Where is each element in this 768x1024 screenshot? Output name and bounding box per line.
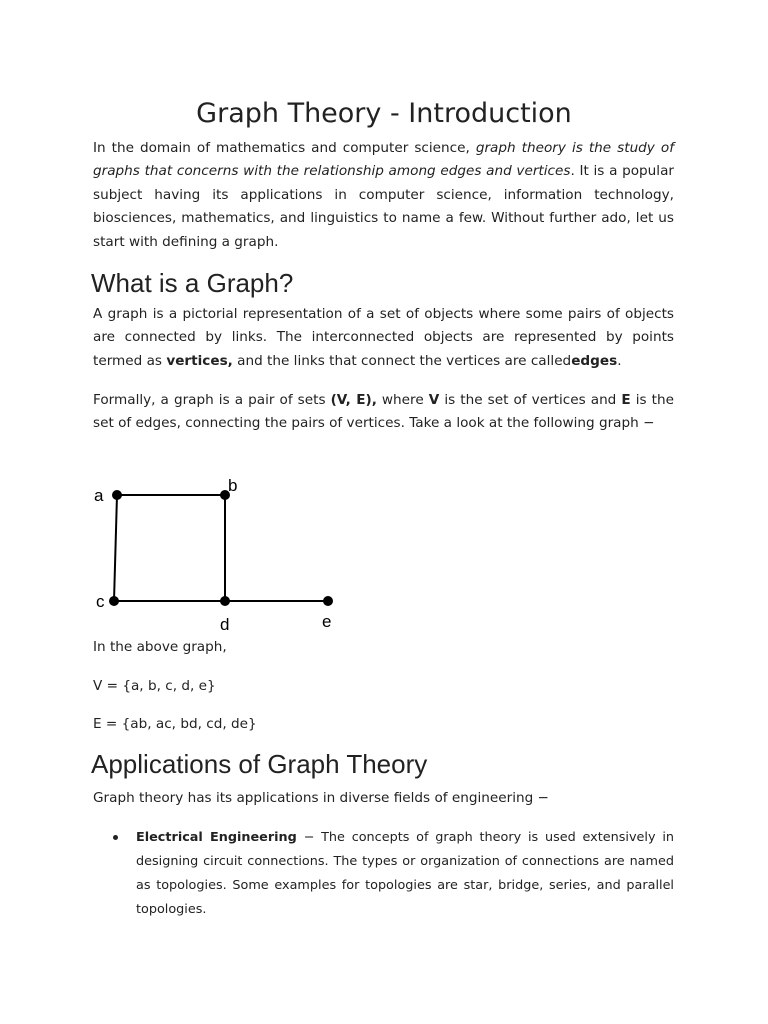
application-term: Electrical Engineering [136,830,297,845]
vertex-d [220,596,230,606]
intro-paragraph [93,137,674,254]
formal-text-2: where [376,392,429,408]
applications-list [108,826,674,922]
vertex-a [112,490,122,500]
bullet-icon [113,835,118,840]
vertex-set: V = {a, b, c, d, e} [93,678,216,694]
formal-text-3: is the set of vertices and [439,392,622,408]
e-symbol: E [621,392,631,408]
applications-heading: Applications of Graph Theory [91,749,428,779]
label-a: a [94,486,104,505]
label-c: c [96,592,105,611]
graph-figure [86,468,356,638]
figure-caption: In the above graph, [93,639,227,655]
intro-text-after: . It is a popular subject having its applications in computer science, information technology, biosciences, mathematics, and linguistics to name a few. Without further ado, let us start with defining a graph. [93,163,674,250]
vertex-c [109,596,119,606]
list-item [108,826,674,922]
intro-emphasis: graph theory is the study of graphs that concerns with the relationship among edges and vertices [93,140,674,180]
label-e: e [322,612,332,631]
vertices-term: vertices, [166,352,233,369]
graph-definition-paragraph [93,303,674,373]
intro-text-before: In the domain of mathematics and computer science, [93,140,476,156]
application-text: − The concepts of graph theory is used extensively in designing circuit connections. The types or organization of connections are named as topologies. Some examples for topologies are star, bridge, series, and parallel topologies. [136,830,674,917]
vertex-e [323,596,333,606]
def-text-3: . [617,352,622,369]
label-d: d [220,615,230,634]
v-symbol: V [428,392,440,408]
edge-ac [114,495,117,601]
edges-term: edges [571,352,618,369]
formal-text-1: Formally, a graph is a pair of sets [93,392,331,408]
applications-intro: Graph theory has its applications in diverse fields of engineering − [93,790,549,806]
def-text-1: A graph is a pictorial representation of a set of objects where some pairs of objects are connected by links. The interconnected objects are represented by points termed as [93,306,674,369]
formal-text-4: is the set of edges, connecting the pairs of vertices. Take a look at the following graph − [93,392,674,432]
edge-set: E = {ab, ac, bd, cd, de} [93,716,257,732]
def-text-2: and the links that connect the vertices are called [232,352,572,369]
formal-definition-paragraph [93,389,674,436]
page-title: Graph Theory - Introduction [196,98,572,129]
ve-pair: (V, E), [330,392,377,408]
label-b: b [228,476,238,495]
what-is-graph-heading: What is a Graph? [91,268,294,298]
